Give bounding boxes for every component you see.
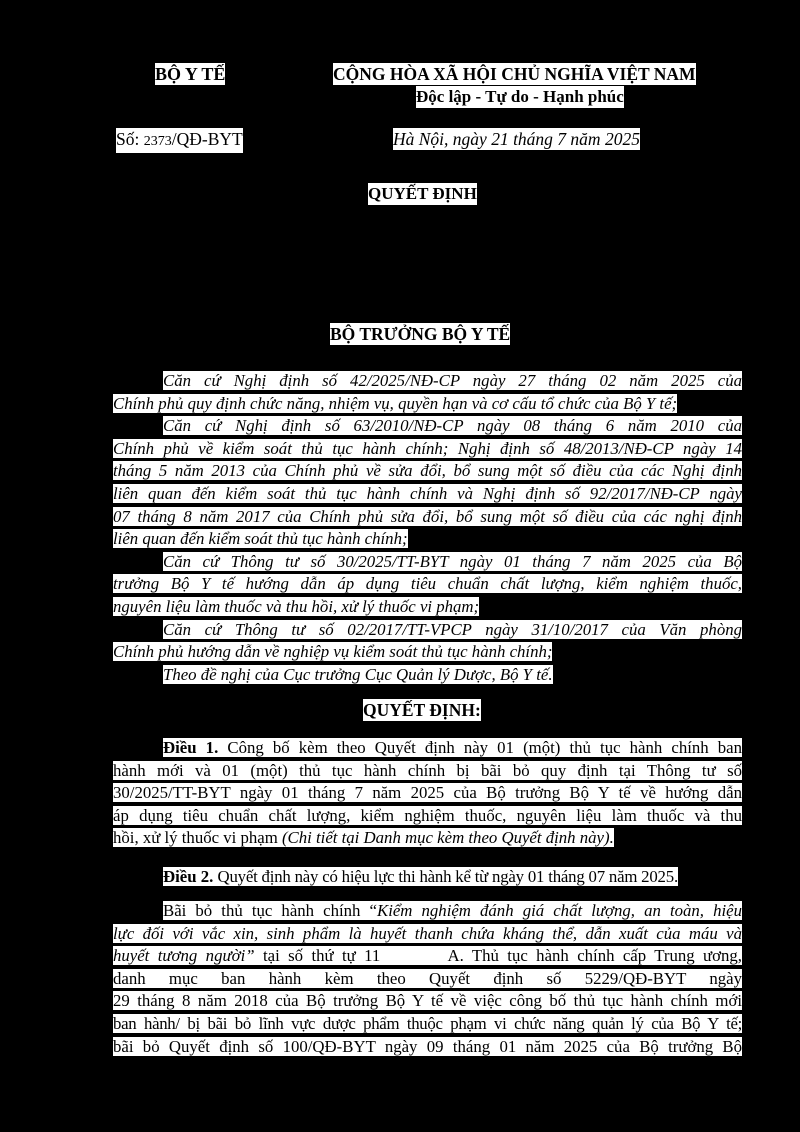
preamble-text: liên quan đến kiểm soát thủ tục hành chính và Nghị định số 92/2017/NĐ-CP ngày [113, 483, 742, 503]
place-date: Hà Nội, ngày 21 tháng 7 năm 2025 [393, 129, 640, 149]
article-1-label: Điều 1. [163, 738, 219, 757]
preamble-text: Căn cứ Thông tư số 02/2017/TT-VPCP ngày 31/10/2017 của Văn phòng [163, 619, 742, 639]
preamble-line [113, 506, 742, 529]
redaction-block [389, 946, 448, 965]
preamble-line [113, 573, 742, 596]
preamble-line [113, 393, 742, 416]
repeal-line: Bãi bỏ thủ tục hành chính “Kiểm nghiệm đánh giá chất lượng, an toàn, hiệu [163, 901, 742, 920]
repeal-line: danh mục ban hành kèm theo Quyết định số 5229/QĐ-BYT ngày [113, 968, 742, 988]
preamble-line [113, 528, 742, 551]
article-1-line: hồi, xử lý thuốc vi phạm (Chi tiết tại Danh mục kèm theo Quyết định này). [113, 828, 614, 848]
number-suffix: /QĐ-BYT [171, 129, 243, 149]
preamble-text: Chính phủ về kiểm soát thủ tục hành chính; Nghị định số 48/2013/NĐ-CP ngày 14 [113, 438, 742, 458]
preamble-line [113, 483, 742, 506]
preamble-line [113, 415, 742, 438]
preamble-text: tháng 5 năm 2013 của Chính phủ về sửa đổi, bổ sung một số điều của các Nghị định [113, 461, 742, 481]
preamble-line [113, 619, 742, 642]
preamble-text: Theo đề nghị của Cục trưởng Cục Quản lý Dược, Bộ Y tế. [163, 664, 553, 684]
preamble-text: Căn cứ Thông tư số 30/2025/TT-BYT ngày 01 tháng 7 năm 2025 của Bộ [163, 551, 742, 571]
ministry-name: BỘ Y TẾ [155, 64, 226, 84]
preamble-text: Căn cứ Nghị định số 42/2025/NĐ-CP ngày 27 tháng 02 năm 2025 của [163, 371, 742, 390]
country-name: CỘNG HÒA XÃ HỘI CHỦ NGHĨA VIỆT NAM [333, 64, 696, 84]
article-2-label: Điều 2. [163, 867, 214, 886]
article-1-line: hành mới và 01 (một) thủ tục hành chính bị bãi bỏ quy định tại Thông tư số [113, 760, 742, 780]
doc-type-title: QUYẾT ĐỊNH [368, 184, 477, 203]
article-1-line: 30/2025/TT-BYT ngày 01 tháng 7 năm 2025 của Bộ trưởng Bộ Y tế về hướng dẫn [113, 783, 742, 803]
preamble-line [113, 370, 742, 393]
preamble-text: 07 tháng 8 năm 2017 của Chính phủ sửa đổi, bổ sung một số điều của các nghị định [113, 506, 742, 526]
preamble-text: nguyên liệu làm thuốc và thu hồi, xử lý thuốc vi phạm; [113, 596, 480, 616]
article-1 [113, 737, 742, 850]
number-value: 2373 [143, 134, 172, 149]
authority-title: BỘ TRƯỞNG BỘ Y TẾ [330, 324, 511, 344]
repeal-line: bãi bỏ Quyết định số 100/QĐ-BYT ngày 09 tháng 01 năm 2025 của Bộ trưởng Bộ [113, 1036, 742, 1056]
preamble-line [113, 664, 742, 687]
preamble-text: liên quan đến kiểm soát thủ tục hành chính; [113, 529, 408, 549]
preamble-text: Căn cứ Nghị định số 63/2010/NĐ-CP ngày 08 tháng 6 năm 2010 của [163, 416, 742, 436]
article-2 [113, 866, 742, 889]
article-1-line: áp dụng tiêu chuẩn chất lượng, kiểm nghiệm thuốc, nguyên liệu làm thuốc và thu [113, 805, 742, 825]
preamble-text: trưởng Bộ Y tế hướng dẫn áp dụng tiêu chuẩn chất lượng, kiểm nghiệm thuốc, [113, 574, 742, 594]
repeal-line: 29 tháng 8 năm 2018 của Bộ trưởng Bộ Y tế về việc công bố thủ tục hành chính mới [113, 991, 742, 1011]
repeal-line: lực đối với vắc xin, sinh phẩm là huyết thanh chứa kháng thể, dẫn xuất của máu và [113, 923, 742, 943]
preamble-text: Chính phủ hướng dẫn về nghiệp vụ kiểm soát thủ tục hành chính; [113, 642, 553, 662]
decides-title: QUYẾT ĐỊNH: [363, 700, 481, 720]
preamble [113, 370, 742, 686]
article-1-line [113, 737, 742, 760]
repeal-paragraph [113, 900, 742, 1058]
repeal-line: ban hành/ bị bãi bỏ lĩnh vực dược phẩm thuộc phạm vi chức năng quản lý của Bộ Y tế; [113, 1013, 742, 1033]
article-2-text: Quyết định này có hiệu lực thi hành kể từ ngày 01 tháng 07 năm 2025. [217, 867, 678, 886]
preamble-text: Chính phủ quy định chức năng, nhiệm vụ, quyền hạn và cơ cấu tổ chức của Bộ Y tế; [113, 393, 678, 413]
preamble-line [113, 596, 742, 619]
preamble-line [113, 438, 742, 461]
preamble-line [113, 641, 742, 664]
article-1-note: (Chi tiết tại Danh mục kèm theo Quyết định này). [281, 828, 614, 848]
motto: Độc lập - Tự do - Hạnh phúc [416, 87, 624, 106]
preamble-line [113, 460, 742, 483]
article-2-line [113, 866, 742, 889]
preamble-line [113, 551, 742, 574]
repeal-line: huyết tương người” tại số thứ tự 11 A. Thủ tục hành chính cấp Trung ương, [113, 946, 742, 966]
number-prefix: Số: [116, 129, 140, 149]
document-number [116, 128, 243, 153]
article-1-text: Công bố kèm theo Quyết định này 01 (một) thủ tục hành chính ban [227, 738, 743, 757]
